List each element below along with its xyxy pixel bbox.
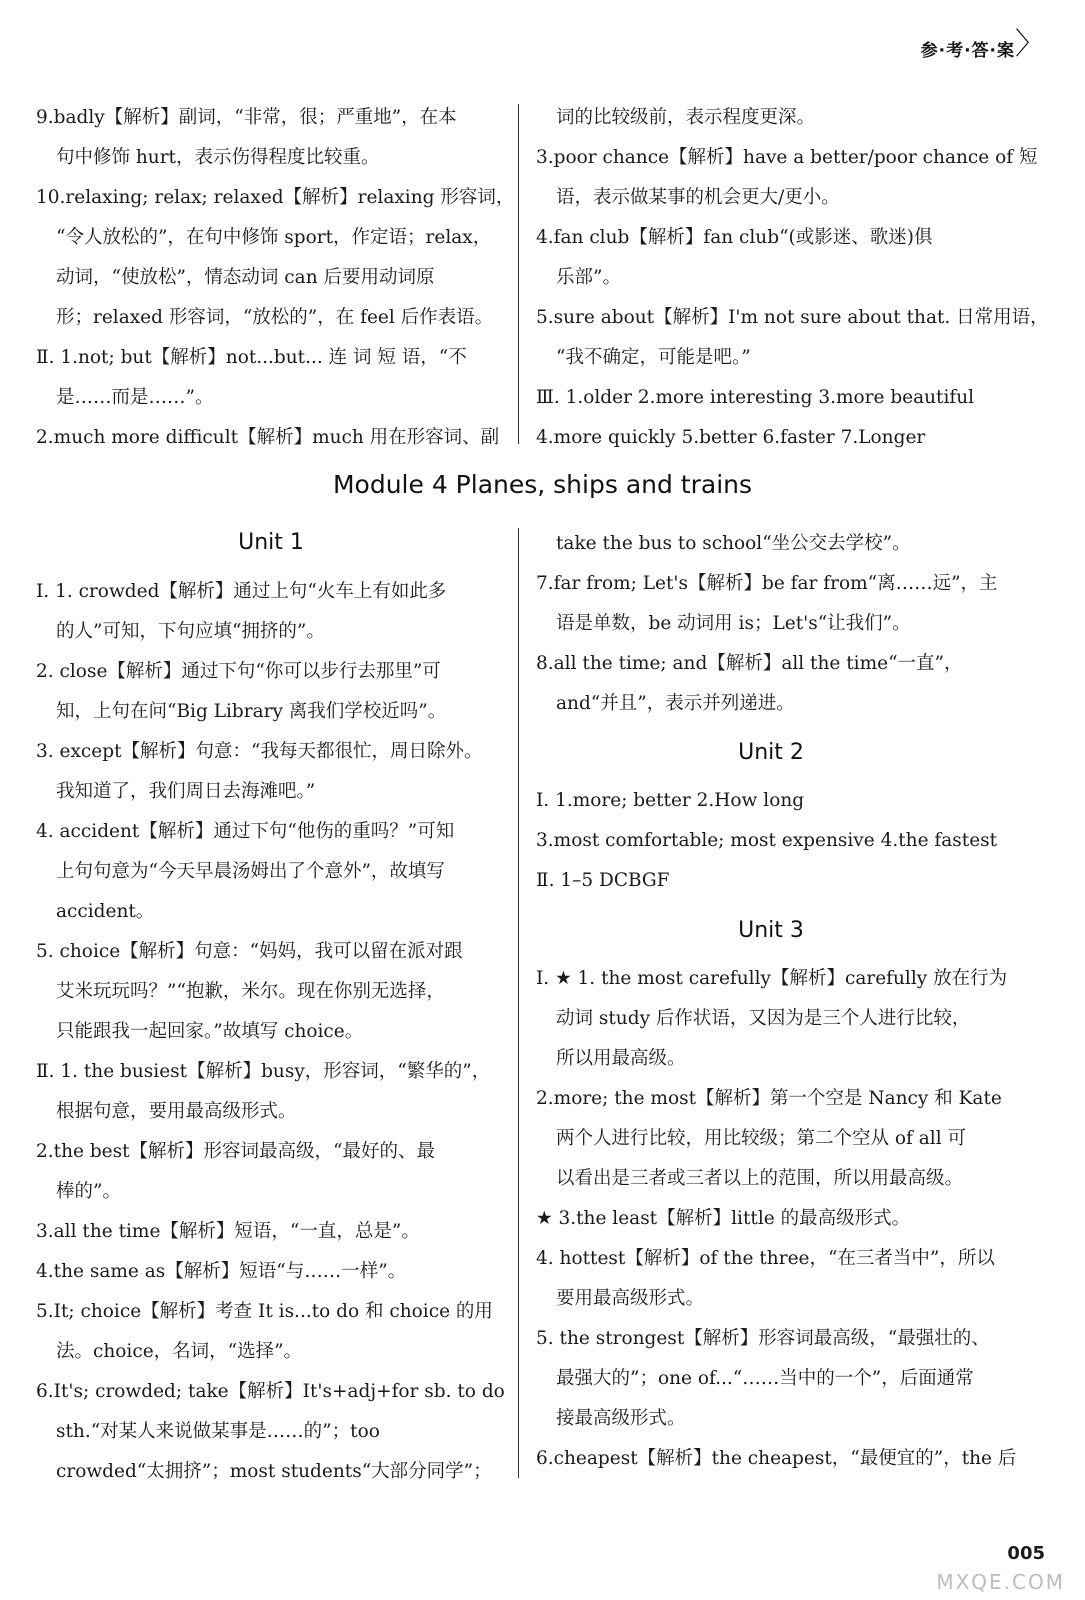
- unit-2-answers: [536, 781, 1036, 901]
- column-divider-top: [518, 104, 519, 444]
- answer-line: 6.cheapest【解析】the cheapest，“最便宜的”，the 后: [536, 1448, 1017, 1469]
- answer-line: 语，表示做某事的机会更大/更小。: [556, 187, 840, 208]
- answer-line: 10.relaxing; relax; relaxed【解析】relaxing 形容词，: [36, 187, 515, 208]
- answer-line: Ⅲ. 1.older 2.more interesting 3.more beautiful: [536, 387, 975, 408]
- answer-line: 4.fan club【解析】fan club“(或影迷、歌迷)俱: [536, 227, 933, 248]
- answer-line: 2.the best【解析】形容词最高级，“最好的、最: [36, 1141, 436, 1162]
- unit-2-title: Unit 2: [738, 740, 804, 765]
- answer-line: 词的比较级前，表示程度更深。: [556, 107, 816, 128]
- unit-3-answers: [536, 959, 1036, 1479]
- answer-line: 上句句意为“今天早晨汤姆出了个意外”，故填写: [56, 861, 445, 882]
- watermark-text: MXQE.COM: [936, 1570, 1065, 1594]
- answer-line: 语是单数，be 动词用 is；Let's“让我们”。: [556, 613, 911, 634]
- answer-line: 5. choice【解析】句意：“妈妈，我可以留在派对跟: [36, 941, 463, 962]
- answer-line: 棒的”。: [56, 1181, 121, 1202]
- answer-line: “我不确定，可能是吧。”: [556, 347, 751, 368]
- answer-line: 我知道了，我们周日去海滩吧。”: [56, 781, 316, 802]
- section-header-label: 参·考·答·案: [920, 41, 1015, 61]
- answer-line: 以看出是三者或三者以上的范围，所以用最高级。: [556, 1168, 964, 1189]
- answer-line: 只能跟我一起回家。”故填写 choice。: [56, 1021, 364, 1042]
- answer-line: 艾米玩玩吗？”“抱歉，米尔。现在你别无选择，: [56, 981, 445, 1002]
- answer-line: Ⅱ. 1. the busiest【解析】busy，形容词，“繁华的”，: [36, 1061, 491, 1082]
- answer-line: 9.badly【解析】副词，“非常，很；严重地”，在本: [36, 107, 457, 128]
- answer-line: 接最高级形式。: [556, 1408, 686, 1429]
- answer-line: 法。choice，名词，“选择”。: [56, 1341, 303, 1362]
- answer-line: Ⅰ. 1. crowded【解析】通过上句“火车上有如此多: [36, 581, 447, 602]
- answer-line: 两个人进行比较，用比较级；第二个空从 of all 可: [556, 1128, 966, 1149]
- answer-line: 乐部”。: [556, 267, 621, 288]
- answer-line: 形；relaxed 形容词，“放松的”，在 feel 后作表语。: [56, 307, 494, 328]
- unit-1-title: Unit 1: [238, 530, 304, 555]
- answer-line: 2. close【解析】通过下句“你可以步行去那里”可: [36, 661, 441, 682]
- answer-line: take the bus to school“坐公交去学校”。: [556, 533, 911, 554]
- answer-line: 5. the strongest【解析】形容词最高级，“最强壮的、: [536, 1328, 990, 1349]
- answer-line: 的人”可知，下句应填“拥挤的”。: [56, 621, 325, 642]
- answer-line: accident。: [56, 901, 155, 922]
- chevron-right-icon: 〉: [1015, 27, 1045, 62]
- answer-line: 要用最高级形式。: [556, 1288, 705, 1309]
- answer-line: Ⅰ. 1.more; better 2.How long: [536, 790, 805, 811]
- answer-line: 4. hottest【解析】of the three，“在三者当中”，所以: [536, 1248, 995, 1269]
- answer-line: 4.more quickly 5.better 6.faster 7.Longer: [536, 427, 926, 448]
- answer-line: 4. accident【解析】通过下句“他伤的重吗？”可知: [36, 821, 455, 842]
- answer-line: Ⅱ. 1–5 DCBGF: [536, 870, 670, 891]
- answer-line: “令人放松的”，在句中修饰 sport，作定语；relax，: [56, 227, 492, 248]
- column-divider-bottom: [518, 528, 519, 1478]
- answer-line: 8.all the time; and【解析】all the time“一直”，: [536, 653, 963, 674]
- answer-line: and“并且”，表示并列递进。: [556, 693, 795, 714]
- answer-line: Ⅱ. 1.not; but【解析】not...but... 连 词 短 语，“不: [36, 347, 467, 368]
- answer-line: 3.poor chance【解析】have a better/poor chance of 短: [536, 147, 1038, 168]
- unit-1-answers-right: [536, 524, 1036, 724]
- answer-line: 最强大的”；one of...“……当中的一个”，后面通常: [556, 1368, 974, 1389]
- answer-line: 知，上句在问“Big Library 离我们学校近吗”。: [56, 701, 447, 722]
- answer-line: 根据句意，要用最高级形式。: [56, 1101, 297, 1122]
- answer-line: Ⅰ. ★ 1. the most carefully【解析】carefully 放在行为: [536, 968, 1008, 989]
- answers-top-left: [36, 98, 515, 458]
- answer-line: 4.the same as【解析】短语“与……一样”。: [36, 1261, 407, 1282]
- answer-line: 7.far from; Let's【解析】be far from“离……远”，主: [536, 573, 998, 594]
- answer-line: 2.more; the most【解析】第一个空是 Nancy 和 Kate: [536, 1088, 1002, 1109]
- answers-top-right: [536, 98, 1049, 458]
- answer-line: 是……而是……”。: [56, 387, 214, 408]
- answer-line: 2.much more difficult【解析】much 用在形容词、副: [36, 427, 500, 448]
- answer-line: sth.“对某人来说做某事是……的”；too: [56, 1421, 380, 1442]
- answer-line: crowded“太拥挤”；most students“大部分同学”；: [56, 1461, 492, 1482]
- answer-line: 3.most comfortable; most expensive 4.the fastest: [536, 830, 998, 851]
- answer-line: 3.all the time【解析】短语，“一直，总是”。: [36, 1221, 420, 1242]
- answer-line: 句中修饰 hurt，表示伤得程度比较重。: [56, 147, 380, 168]
- answer-line: 5.sure about【解析】I'm not sure about that. 日常用语，: [536, 307, 1049, 328]
- answer-line: 5.It; choice【解析】考查 It is...to do 和 choice 的用: [36, 1301, 493, 1322]
- answer-line: 3. except【解析】句意：“我每天都很忙，周日除外。: [36, 741, 483, 762]
- answer-line: 动词 study 后作状语，又因为是三个人进行比较，: [556, 1008, 971, 1029]
- answer-line: 动词，“使放松”，情态动词 can 后要用动词原: [56, 267, 435, 288]
- answer-line: 所以用最高级。: [556, 1048, 686, 1069]
- page-number: 005: [1007, 1543, 1045, 1564]
- unit-3-title: Unit 3: [738, 918, 804, 943]
- unit-1-answers-left: [36, 572, 506, 1492]
- answer-line: ★ 3.the least【解析】little 的最高级形式。: [536, 1208, 911, 1229]
- answer-line: 6.It's; crowded; take【解析】It's+adj+for sb. to do: [36, 1381, 505, 1402]
- module-title: Module 4 Planes, ships and trains: [332, 470, 753, 499]
